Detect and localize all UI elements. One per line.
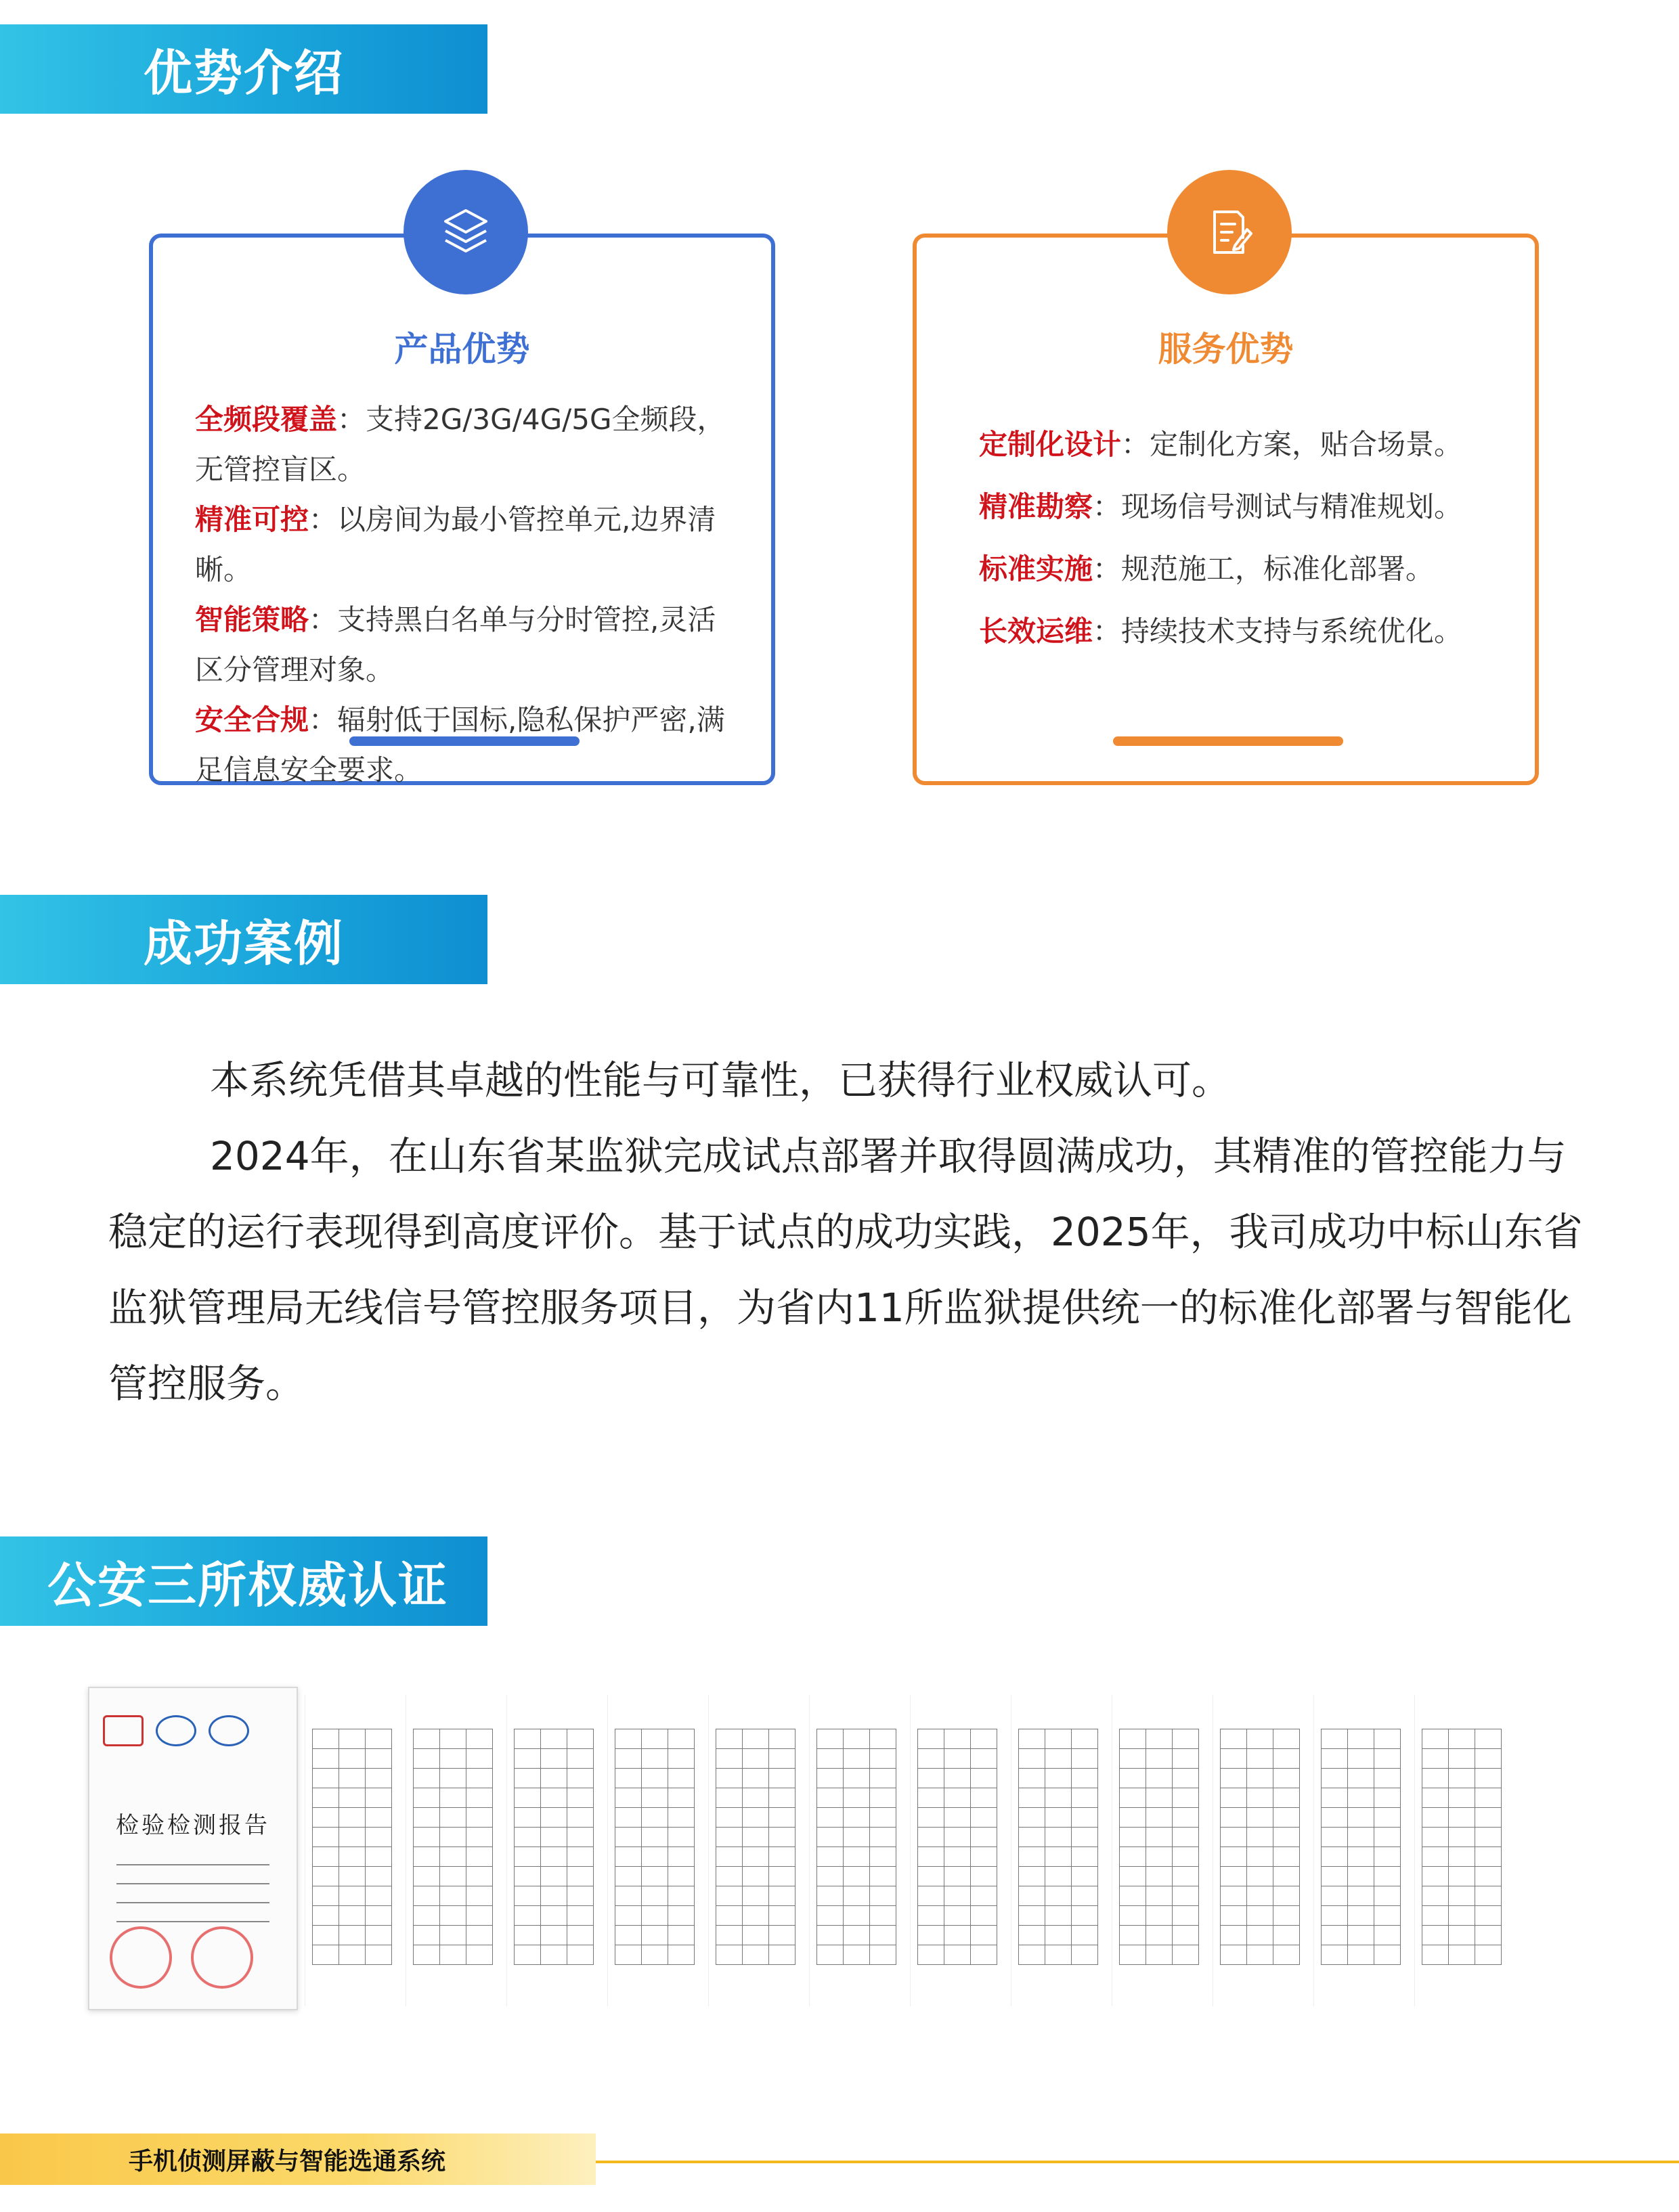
footer-title: 手机侦测屏蔽与智能选通系统 bbox=[129, 2147, 446, 2175]
list-item: 标准实施：规范施工，标准化部署。 bbox=[979, 552, 1435, 585]
report-page bbox=[506, 1695, 601, 2006]
cma-logo bbox=[103, 1715, 144, 1746]
footer-divider bbox=[596, 2161, 1679, 2163]
layers-icon bbox=[404, 170, 528, 294]
section-title: 优势介绍 bbox=[144, 45, 345, 102]
seal-stamp bbox=[191, 1926, 253, 1989]
report-page bbox=[1112, 1695, 1206, 2006]
ilac-logo bbox=[156, 1715, 196, 1746]
card-title: 产品优势 bbox=[394, 330, 530, 369]
report-page bbox=[305, 1695, 399, 2006]
report-page bbox=[406, 1695, 500, 2006]
report-page bbox=[910, 1695, 1004, 2006]
report-page bbox=[1011, 1695, 1105, 2006]
service-advantages-list bbox=[979, 414, 1508, 663]
list-item: 智能策略：支持黑白名单与分时管控,灵活区分管理对象。 bbox=[195, 603, 716, 686]
paragraph: 2024年，在山东省某监狱完成试点部署并取得圆满成功，其精准的管控能力与稳定的运行表现得到高度评价。基于试点的成功实践，2025年，我司成功中标山东省监狱管理局无线信号管控服务项目，为省内11所监狱提供统一的标准化部署与智能化管控服务。 bbox=[108, 1133, 1583, 1407]
list-item: 安全合规：辐射低于国标,隐私保护严密,满足信息安全要求。 bbox=[195, 703, 725, 787]
list-item: 定制化设计：定制化方案，贴合场景。 bbox=[979, 428, 1463, 461]
certificate-gallery bbox=[88, 1679, 1608, 2017]
certification-logos bbox=[103, 1715, 283, 1749]
footer-bar bbox=[0, 2133, 596, 2185]
section-banner-advantages bbox=[0, 24, 487, 114]
list-item: 长效运维：持续技术支持与系统优化。 bbox=[979, 615, 1463, 648]
paragraph: 本系统凭借其卓越的性能与可靠性，已获得行业权威认可。 bbox=[210, 1057, 1231, 1103]
card-title: 服务优势 bbox=[1158, 330, 1294, 369]
document-edit-icon bbox=[1167, 170, 1292, 294]
list-item: 精准可控：以房间为最小管控单元,边界清晰。 bbox=[195, 503, 716, 586]
product-advantages-card bbox=[149, 234, 775, 785]
card-accent-bar bbox=[349, 736, 580, 746]
report-page bbox=[607, 1695, 701, 2006]
list-item: 精准勘察：现场信号测试与精准规划。 bbox=[979, 490, 1463, 523]
service-advantages-card bbox=[913, 234, 1539, 785]
report-page bbox=[1213, 1695, 1307, 2006]
section-banner-certification bbox=[0, 1536, 487, 1626]
list-item: 全频段覆盖：支持2G/3G/4G/5G全频段，无管控盲区。 bbox=[195, 403, 726, 486]
product-advantages-list bbox=[195, 395, 744, 795]
report-page bbox=[809, 1695, 903, 2006]
report-page bbox=[708, 1695, 802, 2006]
card-accent-bar bbox=[1113, 736, 1343, 746]
section-banner-cases bbox=[0, 895, 487, 984]
report-title: 检验检测报告 bbox=[116, 1812, 270, 1839]
section-title: 公安三所权威认证 bbox=[47, 1557, 449, 1614]
certificate-cover bbox=[88, 1687, 298, 2010]
report-page bbox=[1313, 1695, 1408, 2006]
cnas-logo bbox=[209, 1715, 249, 1746]
seal-stamp bbox=[110, 1926, 172, 1989]
report-page bbox=[1414, 1695, 1508, 2006]
cases-description bbox=[108, 1042, 1584, 1421]
section-title: 成功案例 bbox=[144, 915, 345, 972]
